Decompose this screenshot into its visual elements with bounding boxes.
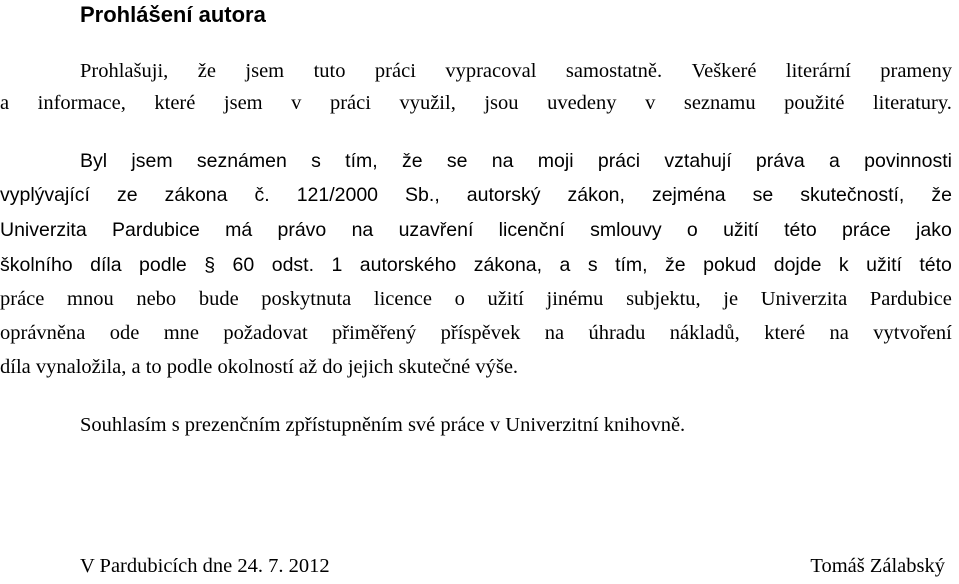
word: smlouvy — [590, 219, 662, 241]
paragraph-2-line-1 — [80, 146, 952, 176]
word: a — [559, 254, 571, 276]
paragraph-2-line-5 — [0, 284, 952, 314]
word: Univerzita — [760, 288, 848, 310]
word: se — [752, 184, 774, 206]
word: úhradu — [588, 322, 646, 344]
word: práce — [0, 288, 45, 310]
word: školního — [0, 254, 73, 276]
word: vypracoval — [445, 60, 537, 82]
word: této — [784, 219, 817, 241]
consent-paragraph: Souhlasím s prezenčním zpřístupněním své práce v Univerzitní knihovně. — [80, 414, 686, 436]
word: 121/2000 — [296, 184, 379, 206]
word: tuto — [313, 60, 346, 82]
word: použité — [784, 92, 845, 114]
word: a — [0, 92, 10, 114]
word: zejména — [651, 184, 726, 206]
word: zákona — [164, 184, 228, 206]
word: s — [587, 254, 598, 276]
word: dojde — [773, 254, 822, 276]
word: literatury. — [872, 92, 952, 114]
word: prameny — [880, 60, 952, 82]
word: k — [838, 254, 849, 276]
word: moji — [537, 150, 574, 172]
word: práci — [329, 92, 371, 114]
word: že — [931, 184, 952, 206]
word: má — [225, 219, 253, 241]
word: licenční — [498, 219, 565, 241]
word: 1 — [331, 254, 343, 276]
word: mne — [163, 322, 200, 344]
word: této — [919, 254, 952, 276]
word: na — [351, 219, 374, 241]
word: o — [686, 219, 698, 241]
author-name: Tomáš Zálabský — [810, 555, 945, 577]
word: literární — [785, 60, 851, 82]
word: vztahují — [664, 150, 732, 172]
word: se — [446, 150, 468, 172]
word: užití — [487, 288, 524, 310]
word: díla — [90, 254, 122, 276]
word: Prohlašuji, — [80, 60, 169, 82]
page-title: Prohlášení autora — [80, 2, 266, 27]
word: práva — [755, 150, 805, 172]
word: poskytnuta — [261, 288, 352, 310]
word: užití — [723, 219, 759, 241]
word: zákon, — [567, 184, 625, 206]
word: § — [204, 254, 216, 276]
word: o — [454, 288, 465, 310]
word: povinnosti — [864, 150, 952, 172]
word: nákladů, — [669, 322, 740, 344]
word: jinému — [546, 288, 604, 310]
word: že — [197, 60, 216, 82]
word: vytvoření — [873, 322, 952, 344]
word: jako — [916, 219, 952, 241]
word: vyplývající — [0, 184, 90, 206]
word: seznamu — [683, 92, 756, 114]
word: jsem — [245, 60, 285, 82]
word: na — [544, 322, 565, 344]
word: zákona, — [473, 254, 543, 276]
word: autorský — [466, 184, 541, 206]
word: které — [154, 92, 196, 114]
word: Sb., — [405, 184, 440, 206]
word: práci — [374, 60, 416, 82]
paragraph-1-line-1 — [80, 56, 952, 86]
word: jsou — [484, 92, 519, 114]
word: oprávněna — [0, 322, 86, 344]
word: že — [401, 150, 423, 172]
word: bude — [198, 288, 239, 310]
word: informace, — [37, 92, 126, 114]
word: příspěvek — [440, 322, 521, 344]
paragraph-2-line-4 — [0, 250, 952, 280]
word: práce — [841, 219, 891, 241]
word: s — [311, 150, 321, 172]
word: subjektu, — [626, 288, 701, 310]
word: Veškeré — [691, 60, 757, 82]
word: tím, — [615, 254, 648, 276]
paragraph-2-line-6 — [0, 318, 952, 348]
word: a — [829, 150, 840, 172]
paragraph-2-line-7: díla vynaložila, a to podle okolností až do jejich skutečné výše. — [0, 356, 519, 378]
word: na — [491, 150, 514, 172]
word: 60 — [232, 254, 255, 276]
word: uzavření — [398, 219, 474, 241]
word: požadovat — [223, 322, 308, 344]
word: přiměřený — [332, 322, 417, 344]
word: č. — [254, 184, 270, 206]
word: pokud — [703, 254, 757, 276]
word: Univerzita — [0, 219, 87, 241]
word: Pardubice — [869, 288, 952, 310]
word: které — [764, 322, 806, 344]
word: ode — [109, 322, 140, 344]
word: v — [645, 92, 656, 114]
word: Byl — [80, 150, 108, 172]
word: užití — [866, 254, 902, 276]
word: tím, — [345, 150, 378, 172]
word: Pardubice — [112, 219, 200, 241]
word: na — [829, 322, 849, 344]
word: využil, — [399, 92, 456, 114]
word: práci — [597, 150, 641, 172]
word: skutečností, — [800, 184, 905, 206]
word: v — [291, 92, 302, 114]
word: mnou — [67, 288, 114, 310]
word: autorského — [359, 254, 457, 276]
paragraph-2-line-2 — [0, 180, 952, 210]
word: jsem — [131, 150, 173, 172]
word: ze — [116, 184, 138, 206]
word: podle — [139, 254, 187, 276]
word: samostatně. — [565, 60, 663, 82]
word: nebo — [136, 288, 177, 310]
word: právo — [277, 219, 327, 241]
place-and-date: V Pardubicích dne 24. 7. 2012 — [80, 555, 330, 577]
word: uvedeny — [547, 92, 617, 114]
paragraph-2-line-3 — [0, 215, 952, 245]
word: odst. — [271, 254, 314, 276]
word: je — [723, 288, 739, 310]
word: že — [665, 254, 686, 276]
paragraph-1-line-2 — [0, 88, 952, 118]
word: licence — [373, 288, 432, 310]
word: seznámen — [196, 150, 287, 172]
word: jsem — [223, 92, 263, 114]
